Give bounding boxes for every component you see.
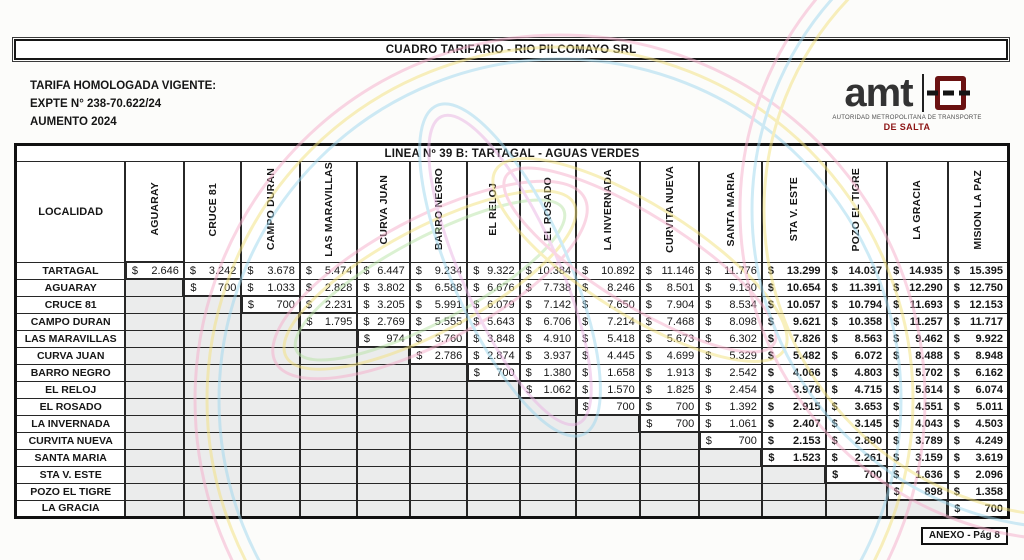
fare-cell: $ 700 <box>826 466 888 483</box>
blank-cell <box>520 483 576 500</box>
blank-cell <box>125 398 184 415</box>
row-label: TARTAGAL <box>16 262 126 279</box>
blank-cell <box>300 398 358 415</box>
fare-cell: $ 7.468 <box>640 313 700 330</box>
fare-cell: $ 6.074 <box>948 381 1009 398</box>
amt-logo-text: amt <box>844 71 913 115</box>
blank-cell <box>640 483 700 500</box>
column-header: SANTA MARIA <box>699 162 762 263</box>
blank-cell <box>300 330 358 347</box>
blank-cell <box>184 381 242 398</box>
fare-table <box>14 143 1010 519</box>
blank-cell <box>520 449 576 466</box>
row-label: EL ROSADO <box>16 398 126 415</box>
fare-cell: $ 4.715 <box>826 381 888 398</box>
fare-cell: $ 700 <box>576 398 640 415</box>
fare-cell: $ 3.145 <box>826 415 888 432</box>
column-header: AGUARAY <box>125 162 184 263</box>
column-header: LA GRACIA <box>887 162 948 263</box>
blank-cell <box>241 466 300 483</box>
fare-cell: $ 1.913 <box>640 364 700 381</box>
amt-bus-icon <box>930 75 970 111</box>
column-header-row <box>16 162 1009 263</box>
fare-cell: $ 2.915 <box>762 398 826 415</box>
fare-cell: $ 700 <box>241 296 300 313</box>
blank-cell <box>357 381 409 398</box>
fare-cell: $ 4.551 <box>887 398 948 415</box>
blank-cell <box>125 466 184 483</box>
blank-cell <box>762 466 826 483</box>
fare-cell: $ 3.205 <box>357 296 409 313</box>
blank-cell <box>576 500 640 517</box>
column-header: CAMPO DURAN <box>241 162 300 263</box>
row-label: CAMPO DURAN <box>16 313 126 330</box>
row-label: CURVITA NUEVA <box>16 432 126 449</box>
blank-cell <box>762 483 826 500</box>
fare-cell: $ 8.563 <box>826 330 888 347</box>
fare-cell: $ 4.249 <box>948 432 1009 449</box>
blank-cell <box>300 347 358 364</box>
column-header: CURVITA NUEVA <box>640 162 700 263</box>
blank-cell <box>125 330 184 347</box>
table-row <box>16 449 1009 466</box>
page-number-badge: ANEXO - Pág 8 <box>921 527 1008 545</box>
row-label: STA V. ESTE <box>16 466 126 483</box>
fare-cell: $ 6.079 <box>467 296 519 313</box>
blank-cell <box>467 449 519 466</box>
blank-cell <box>699 483 762 500</box>
blank-cell <box>357 398 409 415</box>
fare-cell: $ 11.693 <box>887 296 948 313</box>
blank-cell <box>300 500 358 517</box>
fare-cell: $ 2.231 <box>300 296 358 313</box>
fare-cell: $ 11.391 <box>826 279 888 296</box>
fare-cell: $ 10.654 <box>762 279 826 296</box>
logo-divider <box>922 74 924 112</box>
column-header: MISION LA PAZ <box>948 162 1009 263</box>
blank-cell <box>467 466 519 483</box>
fare-cell: $ 4.503 <box>948 415 1009 432</box>
fare-cell: $ 12.290 <box>887 279 948 296</box>
fare-cell: $ 3.678 <box>241 262 300 279</box>
fare-cell: $ 3.848 <box>467 330 519 347</box>
fare-cell: $ 11.146 <box>640 262 700 279</box>
amt-logo <box>812 71 1002 132</box>
fare-cell: $ 7.214 <box>576 313 640 330</box>
column-header: LAS MARAVILLAS <box>300 162 358 263</box>
blank-cell <box>125 364 184 381</box>
fare-cell: $ 2.261 <box>826 449 888 466</box>
blank-cell <box>184 313 242 330</box>
blank-cell <box>357 483 409 500</box>
fare-cell: $ 700 <box>640 415 700 432</box>
blank-cell <box>300 364 358 381</box>
blank-cell <box>241 330 300 347</box>
blank-cell <box>467 432 519 449</box>
blank-cell <box>125 381 184 398</box>
blank-cell <box>184 347 242 364</box>
tariff-info-block <box>30 77 216 131</box>
column-header: BARRO NEGRO <box>410 162 468 263</box>
row-label: CURVA JUAN <box>16 347 126 364</box>
info-line-2: EXPTE N° 238-70.622/24 <box>30 98 162 110</box>
fare-cell: $ 6.302 <box>699 330 762 347</box>
blank-cell <box>184 398 242 415</box>
table-row <box>16 313 1009 330</box>
fare-cell: $ 8.098 <box>699 313 762 330</box>
table-row <box>16 296 1009 313</box>
blank-cell <box>520 415 576 432</box>
fare-cell: $ 9.462 <box>887 330 948 347</box>
blank-cell <box>520 432 576 449</box>
blank-cell <box>125 432 184 449</box>
document-title-bar <box>14 39 1008 60</box>
fare-cell: $ 700 <box>699 432 762 449</box>
blank-cell <box>357 500 409 517</box>
blank-cell <box>699 500 762 517</box>
blank-cell <box>300 466 358 483</box>
blank-cell <box>125 449 184 466</box>
fare-cell: $ 4.043 <box>887 415 948 432</box>
blank-cell <box>184 449 242 466</box>
blank-cell <box>826 500 888 517</box>
fare-cell: $ 2.786 <box>410 347 468 364</box>
fare-cell: $ 2.542 <box>699 364 762 381</box>
fare-cell: $ 1.825 <box>640 381 700 398</box>
table-row <box>16 483 1009 500</box>
fare-cell: $ 9.621 <box>762 313 826 330</box>
fare-cell: $ 3.619 <box>948 449 1009 466</box>
blank-cell <box>300 415 358 432</box>
fare-cell: $ 2.828 <box>300 279 358 296</box>
blank-cell <box>125 500 184 517</box>
blank-cell <box>410 415 468 432</box>
fare-cell: $ 9.922 <box>948 330 1009 347</box>
fare-cell: $ 2.407 <box>762 415 826 432</box>
fare-cell: $ 1.380 <box>520 364 576 381</box>
fare-cell: $ 3.978 <box>762 381 826 398</box>
fare-cell: $ 9.130 <box>699 279 762 296</box>
blank-cell <box>184 466 242 483</box>
amt-caption-salta: DE SALTA <box>883 122 931 132</box>
fare-cell: $ 1.795 <box>300 313 358 330</box>
fare-cell: $ 4.445 <box>576 347 640 364</box>
blank-cell <box>184 500 242 517</box>
fare-cell: $ 3.159 <box>887 449 948 466</box>
info-line-3: AUMENTO 2024 <box>30 116 117 128</box>
blank-cell <box>184 330 242 347</box>
blank-cell <box>576 466 640 483</box>
row-label: LA GRACIA <box>16 500 126 517</box>
fare-cell: $ 700 <box>948 500 1009 517</box>
blank-cell <box>467 398 519 415</box>
blank-cell <box>241 432 300 449</box>
fare-cell: $ 12.750 <box>948 279 1009 296</box>
blank-cell <box>241 500 300 517</box>
fare-cell: $ 5.991 <box>410 296 468 313</box>
blank-cell <box>640 500 700 517</box>
fare-cell: $ 6.447 <box>357 262 409 279</box>
fare-cell: $ 2.153 <box>762 432 826 449</box>
fare-cell: $ 11.257 <box>887 313 948 330</box>
fare-cell: $ 4.066 <box>762 364 826 381</box>
fare-cell: $ 14.935 <box>887 262 948 279</box>
row-label: POZO EL TIGRE <box>16 483 126 500</box>
blank-cell <box>357 415 409 432</box>
fare-cell: $ 1.658 <box>576 364 640 381</box>
blank-cell <box>184 296 242 313</box>
fare-cell: $ 700 <box>184 279 242 296</box>
table-row <box>16 415 1009 432</box>
fare-cell: $ 6.588 <box>410 279 468 296</box>
blank-cell <box>826 483 888 500</box>
fare-cell: $ 7.826 <box>762 330 826 347</box>
table-row <box>16 262 1009 279</box>
column-header: EL ROSADO <box>520 162 576 263</box>
fare-cell: $ 2.769 <box>357 313 409 330</box>
blank-cell <box>467 381 519 398</box>
blank-cell <box>357 466 409 483</box>
fare-cell: $ 13.299 <box>762 262 826 279</box>
blank-cell <box>699 449 762 466</box>
blank-cell <box>125 313 184 330</box>
blank-cell <box>184 364 242 381</box>
blank-cell <box>520 500 576 517</box>
blank-cell <box>300 432 358 449</box>
blank-cell <box>576 432 640 449</box>
blank-cell <box>467 483 519 500</box>
fare-cell: $ 5.329 <box>699 347 762 364</box>
blank-cell <box>576 449 640 466</box>
blank-cell <box>184 415 242 432</box>
fare-cell: $ 10.384 <box>520 262 576 279</box>
fare-cell: $ 2.646 <box>125 262 184 279</box>
fare-cell: $ 14.037 <box>826 262 888 279</box>
fare-cell: $ 3.937 <box>520 347 576 364</box>
row-label: EL RELOJ <box>16 381 126 398</box>
fare-cell: $ 1.570 <box>576 381 640 398</box>
blank-cell <box>241 483 300 500</box>
table-title: LINEA Nº 39 B: TARTAGAL - AGUAS VERDES <box>16 145 1009 162</box>
fare-cell: $ 5.418 <box>576 330 640 347</box>
blank-cell <box>640 449 700 466</box>
row-label: AGUARAY <box>16 279 126 296</box>
row-label: BARRO NEGRO <box>16 364 126 381</box>
fare-cell: $ 5.011 <box>948 398 1009 415</box>
fare-cell: $ 5.614 <box>887 381 948 398</box>
table-row <box>16 330 1009 347</box>
table-row <box>16 432 1009 449</box>
fare-cell: $ 700 <box>467 364 519 381</box>
blank-cell <box>241 449 300 466</box>
blank-cell <box>241 415 300 432</box>
blank-cell <box>241 398 300 415</box>
fare-cell: $ 1.636 <box>887 466 948 483</box>
blank-cell <box>576 483 640 500</box>
fare-cell: $ 6.162 <box>948 364 1009 381</box>
blank-cell <box>357 364 409 381</box>
blank-cell <box>762 500 826 517</box>
blank-cell <box>300 449 358 466</box>
blank-cell <box>410 449 468 466</box>
blank-cell <box>576 415 640 432</box>
fare-cell: $ 7.904 <box>640 296 700 313</box>
fare-cell: $ 1.061 <box>699 415 762 432</box>
blank-cell <box>887 500 948 517</box>
fare-cell: $ 1.062 <box>520 381 576 398</box>
column-header: CURVA JUAN <box>357 162 409 263</box>
blank-cell <box>410 398 468 415</box>
fare-cell: $ 1.392 <box>699 398 762 415</box>
blank-cell <box>300 483 358 500</box>
fare-cell: $ 1.033 <box>241 279 300 296</box>
table-row <box>16 347 1009 364</box>
document-title: CUADRO TARIFARIO - RIO PILCOMAYO SRL <box>385 43 637 56</box>
blank-cell <box>125 279 184 296</box>
fare-cell: $ 3.242 <box>184 262 242 279</box>
blank-cell <box>125 296 184 313</box>
fare-cell: $ 1.523 <box>762 449 826 466</box>
fare-cell: $ 3.802 <box>357 279 409 296</box>
fare-cell: $ 5.474 <box>300 262 358 279</box>
fare-cell: $ 3.653 <box>826 398 888 415</box>
blank-cell <box>300 381 358 398</box>
fare-cell: $ 4.803 <box>826 364 888 381</box>
blank-cell <box>640 466 700 483</box>
fare-cell: $ 7.738 <box>520 279 576 296</box>
fare-cell: $ 700 <box>640 398 700 415</box>
blank-cell <box>520 398 576 415</box>
blank-cell <box>640 432 700 449</box>
fare-cell: $ 5.555 <box>410 313 468 330</box>
fare-cell: $ 8.948 <box>948 347 1009 364</box>
blank-cell <box>410 381 468 398</box>
blank-cell <box>357 432 409 449</box>
column-header: EL RELOJ <box>467 162 519 263</box>
fare-cell: $ 11.717 <box>948 313 1009 330</box>
row-label: CRUCE 81 <box>16 296 126 313</box>
amt-caption: AUTORIDAD METROPOLITANA DE TRANSPORTE <box>832 115 982 121</box>
blank-cell <box>467 415 519 432</box>
table-row <box>16 466 1009 483</box>
fare-cell: $ 8.534 <box>699 296 762 313</box>
table-row <box>16 500 1009 517</box>
fare-cell: $ 5.482 <box>762 347 826 364</box>
fare-cell: $ 5.643 <box>467 313 519 330</box>
fare-cell: $ 10.794 <box>826 296 888 313</box>
blank-cell <box>410 500 468 517</box>
fare-cell: $ 9.322 <box>467 262 519 279</box>
fare-cell: $ 10.057 <box>762 296 826 313</box>
table-row <box>16 279 1009 296</box>
fare-cell: $ 6.676 <box>467 279 519 296</box>
corner-header: LOCALIDAD <box>16 162 126 263</box>
blank-cell <box>241 347 300 364</box>
table-row <box>16 381 1009 398</box>
fare-cell: $ 12.153 <box>948 296 1009 313</box>
fare-cell: $ 5.702 <box>887 364 948 381</box>
column-header: CRUCE 81 <box>184 162 242 263</box>
blank-cell <box>410 364 468 381</box>
blank-cell <box>410 466 468 483</box>
fare-cell: $ 2.890 <box>826 432 888 449</box>
fare-cell: $ 974 <box>357 330 409 347</box>
column-header: LA INVERNADA <box>576 162 640 263</box>
blank-cell <box>357 347 409 364</box>
fare-cell: $ 2.874 <box>467 347 519 364</box>
fare-cell: $ 1.358 <box>948 483 1009 500</box>
info-line-1: TARIFA HOMOLOGADA VIGENTE: <box>30 80 217 92</box>
fare-cell: $ 6.706 <box>520 313 576 330</box>
fare-cell: $ 2.096 <box>948 466 1009 483</box>
table-row <box>16 364 1009 381</box>
fare-cell: $ 5.673 <box>640 330 700 347</box>
fare-cell: $ 3.760 <box>410 330 468 347</box>
fare-cell: $ 898 <box>887 483 948 500</box>
fare-cell: $ 4.699 <box>640 347 700 364</box>
blank-cell <box>410 483 468 500</box>
column-header: POZO EL TIGRE <box>826 162 888 263</box>
table-row <box>16 398 1009 415</box>
blank-cell <box>125 347 184 364</box>
fare-cell: $ 6.072 <box>826 347 888 364</box>
fare-cell: $ 15.395 <box>948 262 1009 279</box>
fare-cell: $ 10.892 <box>576 262 640 279</box>
blank-cell <box>699 466 762 483</box>
blank-cell <box>520 466 576 483</box>
blank-cell <box>410 432 468 449</box>
column-header: STA V. ESTE <box>762 162 826 263</box>
fare-cell: $ 11.776 <box>699 262 762 279</box>
fare-cell: $ 7.650 <box>576 296 640 313</box>
blank-cell <box>184 432 242 449</box>
blank-cell <box>184 483 242 500</box>
blank-cell <box>241 313 300 330</box>
blank-cell <box>125 415 184 432</box>
fare-cell: $ 2.454 <box>699 381 762 398</box>
row-label: LA INVERNADA <box>16 415 126 432</box>
blank-cell <box>241 381 300 398</box>
fare-cell: $ 8.488 <box>887 347 948 364</box>
fare-cell: $ 4.910 <box>520 330 576 347</box>
fare-cell: $ 8.501 <box>640 279 700 296</box>
fare-cell: $ 10.358 <box>826 313 888 330</box>
blank-cell <box>467 500 519 517</box>
fare-cell: $ 7.142 <box>520 296 576 313</box>
row-label: LAS MARAVILLAS <box>16 330 126 347</box>
fare-cell: $ 9.234 <box>410 262 468 279</box>
blank-cell <box>241 364 300 381</box>
row-label: SANTA MARIA <box>16 449 126 466</box>
fare-cell: $ 3.789 <box>887 432 948 449</box>
blank-cell <box>357 449 409 466</box>
blank-cell <box>125 483 184 500</box>
fare-cell: $ 8.246 <box>576 279 640 296</box>
